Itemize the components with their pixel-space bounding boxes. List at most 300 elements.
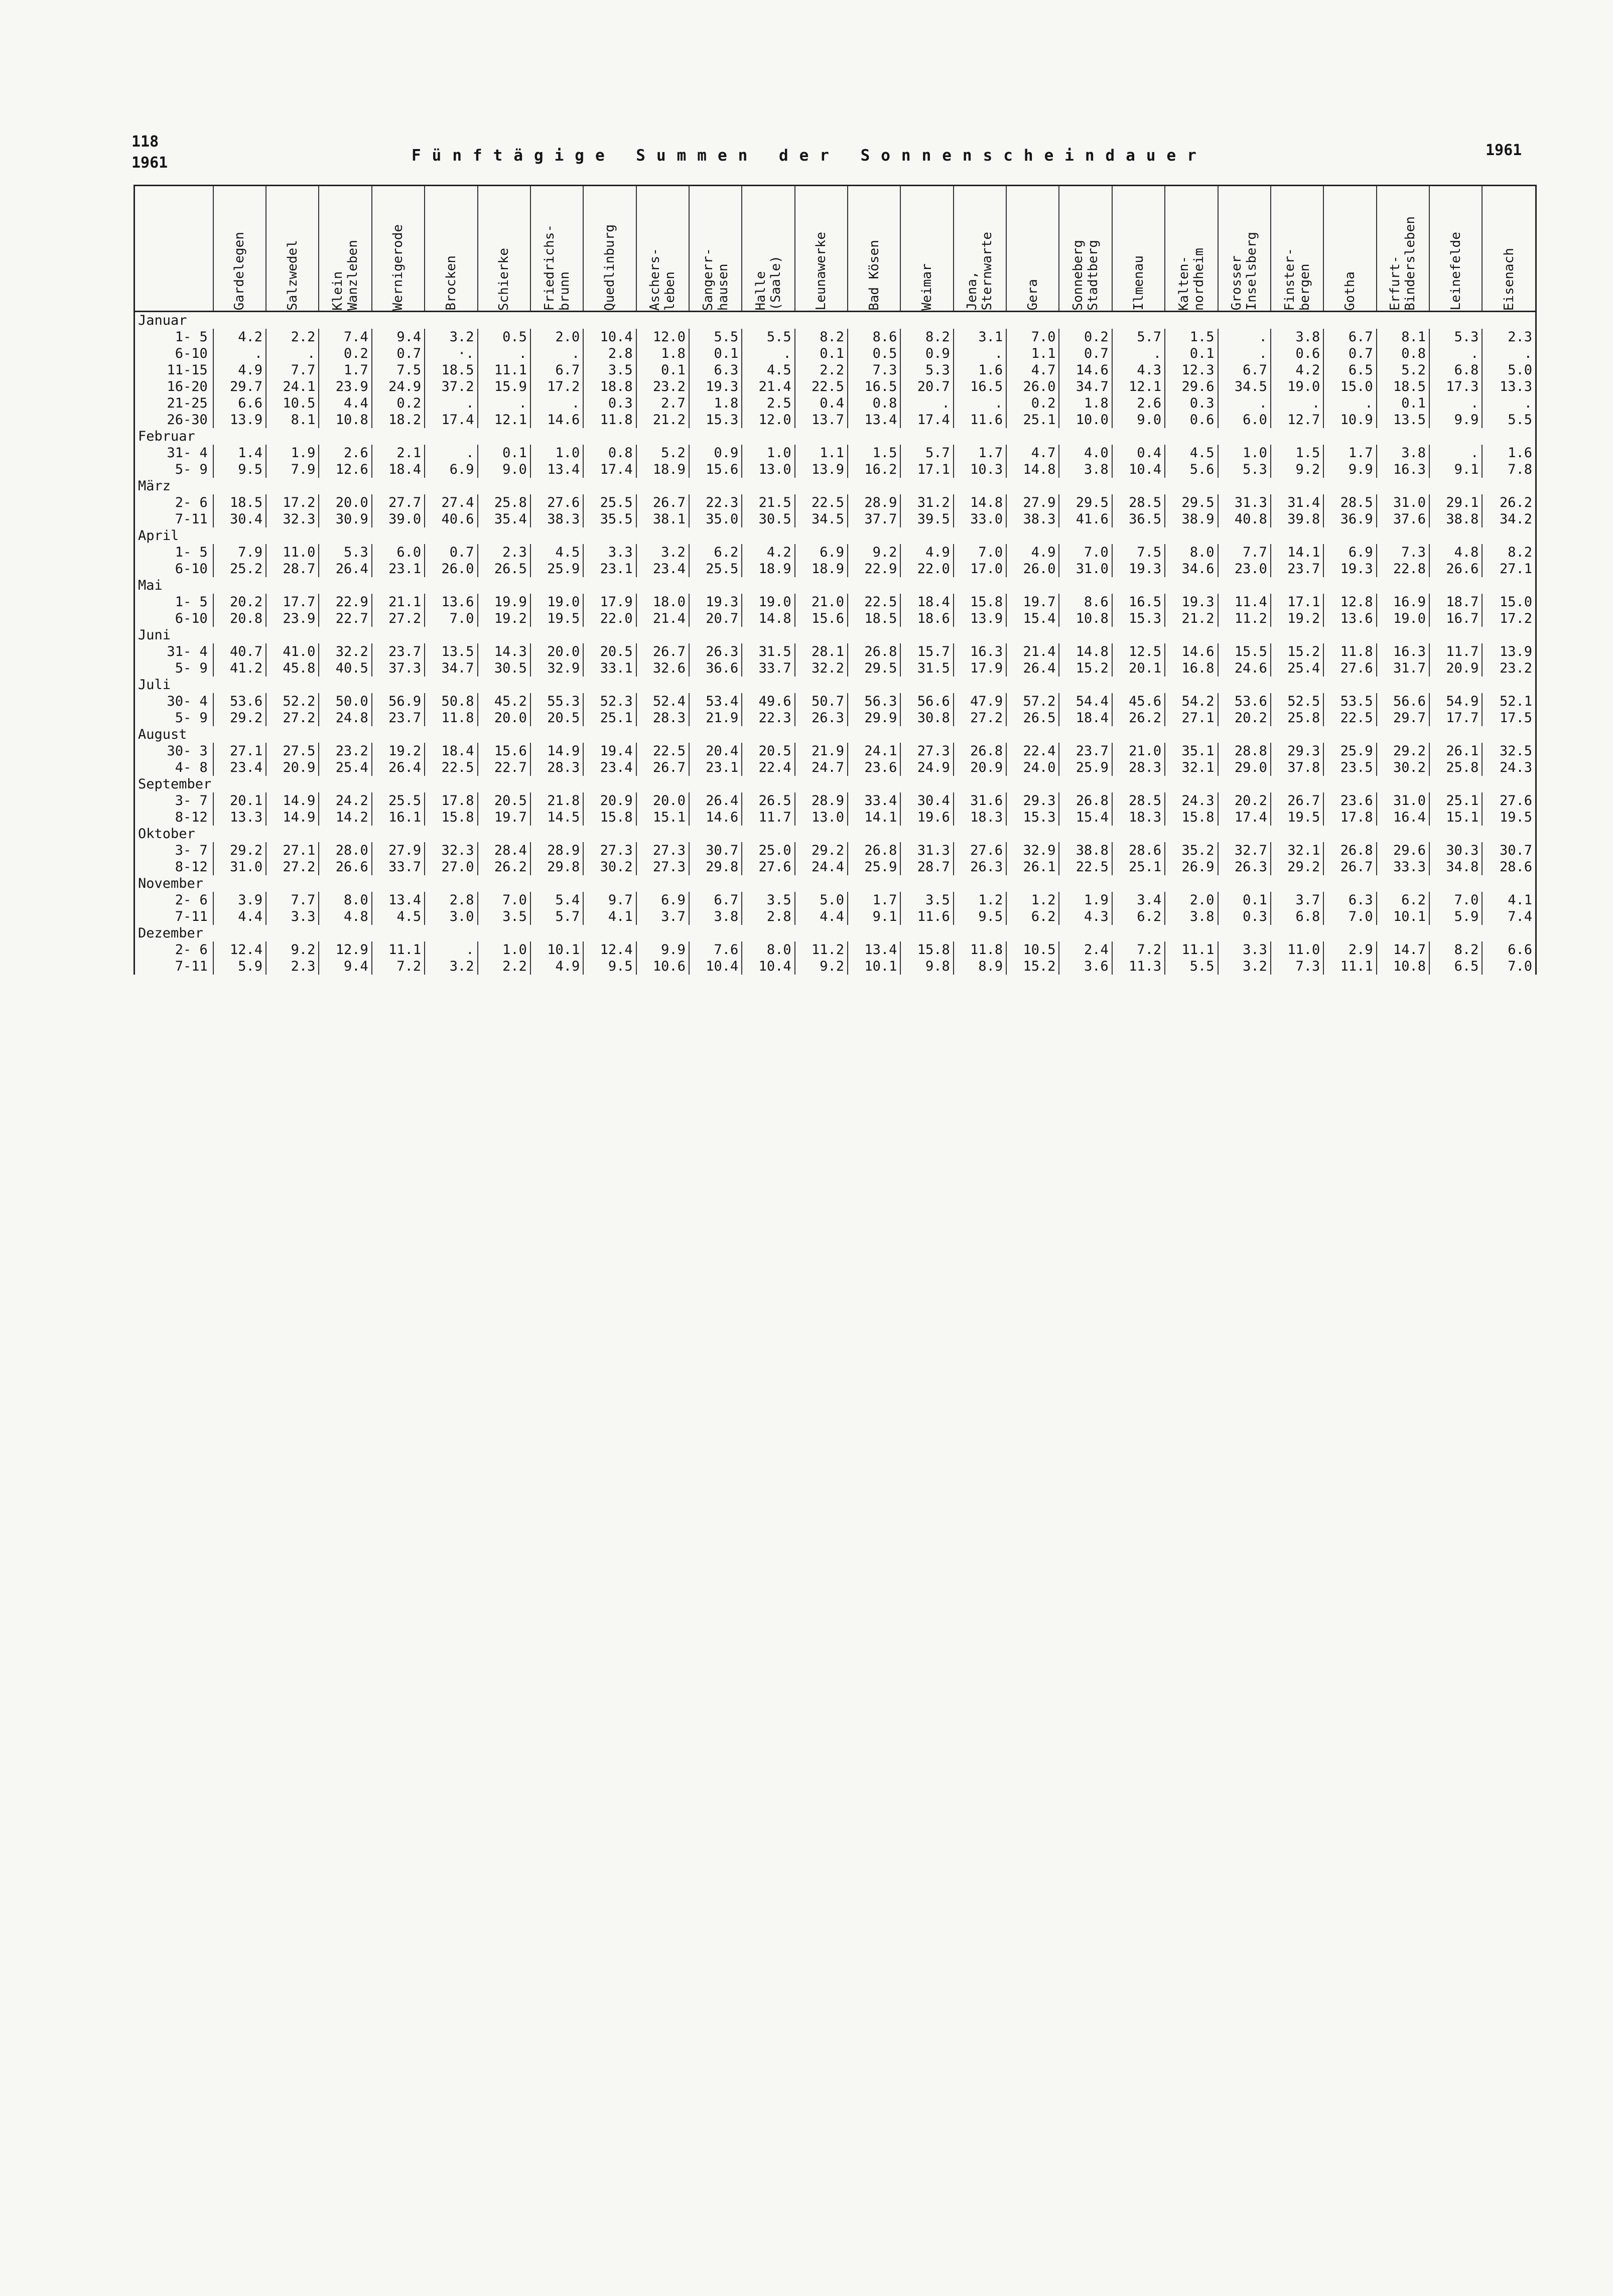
value-cell: . <box>478 395 530 412</box>
table-row <box>135 345 1535 362</box>
value-cell: 29.2 <box>1271 859 1323 875</box>
value-cell: 17.7 <box>266 594 319 610</box>
value-cell: 26.1 <box>1429 743 1482 759</box>
value-cell: 16.1 <box>372 809 425 826</box>
value-cell: 23.1 <box>583 561 636 577</box>
value-cell: 3.8 <box>1165 908 1218 925</box>
value-cell: 11.0 <box>266 544 319 561</box>
value-cell: 22.4 <box>742 759 794 776</box>
value-cell: 26.3 <box>795 710 848 726</box>
year-right: 1961 <box>1486 142 1522 159</box>
period-cell: 8-12 <box>175 859 208 875</box>
value-cell: 39.0 <box>372 511 425 527</box>
value-cell: . <box>1112 345 1165 362</box>
value-cell: 14.7 <box>1377 941 1429 958</box>
value-cell: 20.0 <box>636 792 689 809</box>
value-cell: 16.3 <box>954 643 1006 660</box>
value-cell: 49.6 <box>742 693 794 710</box>
value-cell: 31.3 <box>1218 494 1271 511</box>
station-name: Halle (Saale) <box>753 255 783 311</box>
value-cell: 10.1 <box>530 941 583 958</box>
period-cell: 7-11 <box>175 909 208 924</box>
value-cell: 23.5 <box>1323 759 1376 776</box>
value-cell: 30.5 <box>478 660 530 677</box>
value-cell: 23.7 <box>1059 743 1112 759</box>
value-cell: 2.8 <box>583 345 636 362</box>
value-cell: 4.8 <box>319 908 371 925</box>
value-cell: 10.3 <box>954 461 1006 478</box>
value-cell: 5.7 <box>900 445 953 461</box>
value-cell: 3.8 <box>1377 445 1429 461</box>
value-cell: 15.1 <box>1429 809 1482 826</box>
value-cell: 15.6 <box>689 461 742 478</box>
value-cell: 15.5 <box>1218 643 1271 660</box>
value-cell: 34.5 <box>1218 378 1271 395</box>
value-cell: 25.8 <box>1271 710 1323 726</box>
station-header <box>583 186 636 312</box>
value-cell: 18.5 <box>1377 378 1429 395</box>
value-cell: 7.0 <box>425 610 477 627</box>
value-cell: 3.5 <box>478 908 530 925</box>
value-cell: 4.2 <box>1271 362 1323 378</box>
value-cell: 0.9 <box>689 445 742 461</box>
value-cell: 36.9 <box>1323 511 1376 527</box>
value-cell: 14.1 <box>848 809 900 826</box>
value-cell: 0.9 <box>900 345 953 362</box>
value-cell: 23.0 <box>1218 561 1271 577</box>
station-header <box>1271 186 1323 312</box>
value-cell: 19.3 <box>1165 594 1218 610</box>
value-cell: 19.5 <box>1271 809 1323 826</box>
value-cell: 20.5 <box>530 710 583 726</box>
value-cell: 5.3 <box>1429 329 1482 345</box>
value-cell: 0.6 <box>1165 412 1218 428</box>
station-header <box>1006 186 1059 312</box>
value-cell: 24.0 <box>1006 759 1059 776</box>
value-cell: 26.2 <box>478 859 530 875</box>
value-cell: 15.4 <box>1059 809 1112 826</box>
value-cell: 2.6 <box>319 445 371 461</box>
value-cell: 23.1 <box>689 759 742 776</box>
value-cell: 11.3 <box>1112 958 1165 975</box>
value-cell: 56.3 <box>848 693 900 710</box>
value-cell: . <box>425 395 477 412</box>
value-cell: 25.1 <box>583 710 636 726</box>
station-header <box>530 186 583 312</box>
value-cell: 1.8 <box>636 345 689 362</box>
value-cell: 28.7 <box>266 561 319 577</box>
value-cell: 1.1 <box>1006 345 1059 362</box>
month-heading-row <box>135 627 1535 643</box>
value-cell: 3.5 <box>583 362 636 378</box>
value-cell: 28.7 <box>900 859 953 875</box>
value-cell: 7.5 <box>372 362 425 378</box>
value-cell: 6.9 <box>636 892 689 908</box>
table-row <box>135 693 1535 710</box>
period-cell: 2- 6 <box>175 892 208 908</box>
value-cell: 5.6 <box>1165 461 1218 478</box>
value-cell: 23.1 <box>372 561 425 577</box>
value-cell: 3.6 <box>1059 958 1112 975</box>
value-cell: 18.4 <box>425 743 477 759</box>
value-cell: 20.5 <box>478 792 530 809</box>
value-cell: 0.7 <box>372 345 425 362</box>
value-cell: 34.5 <box>795 511 848 527</box>
month-heading-row <box>135 527 1535 544</box>
table-row <box>135 759 1535 776</box>
value-cell: 27.1 <box>213 743 266 759</box>
value-cell: 0.2 <box>372 395 425 412</box>
value-cell: 36.5 <box>1112 511 1165 527</box>
station-name: Grosser Inselsberg <box>1229 232 1260 311</box>
value-cell: 11.1 <box>372 941 425 958</box>
value-cell: 32.5 <box>1482 743 1535 759</box>
value-cell: 13.4 <box>848 941 900 958</box>
value-cell: 30.4 <box>900 792 953 809</box>
value-cell: 27.6 <box>1323 660 1376 677</box>
value-cell: 1.8 <box>1059 395 1112 412</box>
page-number: 118 1961 <box>131 133 168 172</box>
period-cell: 8-12 <box>175 809 208 825</box>
value-cell: 2.7 <box>636 395 689 412</box>
value-cell: 20.9 <box>1429 660 1482 677</box>
station-name: Jena, Sternwarte <box>965 232 995 311</box>
value-cell: 23.2 <box>1482 660 1535 677</box>
value-cell: 19.6 <box>900 809 953 826</box>
value-cell: 4.5 <box>530 544 583 561</box>
value-cell: 1.8 <box>689 395 742 412</box>
value-cell: 0.6 <box>1271 345 1323 362</box>
value-cell: 19.2 <box>372 743 425 759</box>
value-cell: 14.6 <box>530 412 583 428</box>
value-cell: 7.3 <box>1377 544 1429 561</box>
value-cell: 11.2 <box>795 941 848 958</box>
value-cell: 21.8 <box>530 792 583 809</box>
value-cell: 24.9 <box>372 378 425 395</box>
value-cell: 6.6 <box>1482 941 1535 958</box>
value-cell: 17.1 <box>900 461 953 478</box>
value-cell: 5.3 <box>319 544 371 561</box>
value-cell: 26.5 <box>478 561 530 577</box>
station-header <box>478 186 530 312</box>
value-cell: 7.3 <box>848 362 900 378</box>
value-cell: 4.2 <box>742 544 794 561</box>
value-cell: 5.9 <box>1429 908 1482 925</box>
value-cell: 22.7 <box>319 610 371 627</box>
value-cell: 8.2 <box>795 329 848 345</box>
value-cell: 19.0 <box>742 594 794 610</box>
period-cell: 31- 4 <box>167 445 208 461</box>
value-cell: 2.6 <box>1112 395 1165 412</box>
value-cell: 6.8 <box>1429 362 1482 378</box>
value-cell: 7.0 <box>1059 544 1112 561</box>
value-cell: 24.3 <box>1482 759 1535 776</box>
value-cell: 3.8 <box>1059 461 1112 478</box>
value-cell: 11.6 <box>954 412 1006 428</box>
value-cell: 5.7 <box>1112 329 1165 345</box>
value-cell: 4.9 <box>213 362 266 378</box>
value-cell: 27.5 <box>266 743 319 759</box>
value-cell: 10.8 <box>319 412 371 428</box>
value-cell: 22.8 <box>1377 561 1429 577</box>
value-cell: 11.8 <box>954 941 1006 958</box>
value-cell: 3.3 <box>266 908 319 925</box>
station-header <box>954 186 1006 312</box>
value-cell: 25.4 <box>319 759 371 776</box>
value-cell: 24.1 <box>266 378 319 395</box>
value-cell: 29.5 <box>1059 494 1112 511</box>
month-heading: Januar <box>138 313 187 328</box>
value-cell: 27.3 <box>636 859 689 875</box>
value-cell: 20.0 <box>478 710 530 726</box>
value-cell: 8.1 <box>266 412 319 428</box>
value-cell: 13.9 <box>795 461 848 478</box>
value-cell: 11.6 <box>900 908 953 925</box>
value-cell: 7.7 <box>266 362 319 378</box>
value-cell: 11.8 <box>583 412 636 428</box>
value-cell: 12.3 <box>1165 362 1218 378</box>
value-cell: 18.5 <box>848 610 900 627</box>
value-cell: 5.3 <box>1218 461 1271 478</box>
value-cell: 12.0 <box>742 412 794 428</box>
period-cell: 7-11 <box>175 959 208 974</box>
period-cell: 7-11 <box>175 511 208 527</box>
value-cell: 32.9 <box>530 660 583 677</box>
value-cell: 4.7 <box>1006 362 1059 378</box>
value-cell: 5.5 <box>1482 412 1535 428</box>
value-cell: 19.2 <box>478 610 530 627</box>
value-cell: 16.3 <box>1377 461 1429 478</box>
station-name: Gotha <box>1342 271 1358 311</box>
value-cell: 17.2 <box>530 378 583 395</box>
value-cell: 21.9 <box>795 743 848 759</box>
value-cell: 22.7 <box>478 759 530 776</box>
value-cell: 0.4 <box>795 395 848 412</box>
value-cell: 8.1 <box>1377 329 1429 345</box>
value-cell: 22.0 <box>583 610 636 627</box>
value-cell: 8.0 <box>742 941 794 958</box>
value-cell: 54.9 <box>1429 693 1482 710</box>
value-cell: 50.7 <box>795 693 848 710</box>
value-cell: 6.9 <box>1323 544 1376 561</box>
value-cell: 17.8 <box>425 792 477 809</box>
value-cell: 57.2 <box>1006 693 1059 710</box>
value-cell: 32.3 <box>266 511 319 527</box>
value-cell: 52.5 <box>1271 693 1323 710</box>
station-name: Aschers- leben <box>647 247 678 311</box>
value-cell: 35.2 <box>1165 842 1218 859</box>
value-cell: 15.3 <box>1112 610 1165 627</box>
value-cell: 14.1 <box>1271 544 1323 561</box>
value-cell: 56.6 <box>900 693 953 710</box>
value-cell: 0.5 <box>478 329 530 345</box>
value-cell: 30.4 <box>213 511 266 527</box>
value-cell: . <box>1482 395 1535 412</box>
value-cell: 21.4 <box>1006 643 1059 660</box>
value-cell: 15.2 <box>1006 958 1059 975</box>
value-cell: 28.4 <box>478 842 530 859</box>
value-cell: 25.5 <box>583 494 636 511</box>
value-cell: 31.0 <box>1377 494 1429 511</box>
value-cell: 0.3 <box>1165 395 1218 412</box>
value-cell: 13.7 <box>795 412 848 428</box>
value-cell: 25.0 <box>742 842 794 859</box>
value-cell: 6.7 <box>689 892 742 908</box>
value-cell: 37.6 <box>1377 511 1429 527</box>
value-cell: 0.7 <box>425 544 477 561</box>
value-cell: 1.5 <box>1271 445 1323 461</box>
table-body <box>135 312 1535 975</box>
value-cell: 15.1 <box>636 809 689 826</box>
value-cell: 7.3 <box>1271 958 1323 975</box>
value-cell: 40.8 <box>1218 511 1271 527</box>
value-cell: 2.2 <box>795 362 848 378</box>
value-cell: 25.4 <box>1271 660 1323 677</box>
value-cell: 13.5 <box>1377 412 1429 428</box>
table-row <box>135 395 1535 412</box>
value-cell: 2.2 <box>266 329 319 345</box>
value-cell: 31.3 <box>900 842 953 859</box>
value-cell: 25.9 <box>848 859 900 875</box>
value-cell: 28.9 <box>848 494 900 511</box>
value-cell: 9.2 <box>795 958 848 975</box>
value-cell: 4.9 <box>530 958 583 975</box>
value-cell: 24.9 <box>900 759 953 776</box>
value-cell: 10.5 <box>1006 941 1059 958</box>
value-cell: 26.4 <box>372 759 425 776</box>
table-row <box>135 710 1535 726</box>
value-cell: . <box>1218 395 1271 412</box>
period-cell: 11-15 <box>167 362 208 378</box>
value-cell: 18.5 <box>425 362 477 378</box>
value-cell: 30.3 <box>1429 842 1482 859</box>
value-cell: 9.5 <box>213 461 266 478</box>
value-cell: 13.6 <box>1323 610 1376 627</box>
month-heading-row <box>135 826 1535 842</box>
value-cell: 19.2 <box>1271 610 1323 627</box>
value-cell: 18.7 <box>1429 594 1482 610</box>
period-cell: 5- 9 <box>175 462 208 477</box>
value-cell: 28.6 <box>1482 859 1535 875</box>
value-cell: 22.5 <box>636 743 689 759</box>
value-cell: 6.7 <box>530 362 583 378</box>
value-cell: 33.3 <box>1377 859 1429 875</box>
value-cell: 31.5 <box>742 643 794 660</box>
table-row <box>135 809 1535 826</box>
value-cell: 13.9 <box>1482 643 1535 660</box>
value-cell: 10.5 <box>266 395 319 412</box>
value-cell: 18.2 <box>372 412 425 428</box>
value-cell: 7.7 <box>266 892 319 908</box>
value-cell: 11.0 <box>1271 941 1323 958</box>
value-cell: 20.8 <box>213 610 266 627</box>
value-cell: 27.1 <box>1482 561 1535 577</box>
value-cell: 0.7 <box>1059 345 1112 362</box>
value-cell: 1.7 <box>1323 445 1376 461</box>
value-cell: 6.9 <box>425 461 477 478</box>
value-cell: 10.4 <box>689 958 742 975</box>
value-cell: 27.3 <box>583 842 636 859</box>
value-cell: . <box>900 395 953 412</box>
value-cell: 27.2 <box>372 610 425 627</box>
value-cell: 31.5 <box>900 660 953 677</box>
value-cell: 1.7 <box>319 362 371 378</box>
value-cell: 13.3 <box>1482 378 1535 395</box>
value-cell: 10.6 <box>636 958 689 975</box>
value-cell: 21.2 <box>1165 610 1218 627</box>
value-cell: 2.8 <box>742 908 794 925</box>
value-cell: 53.4 <box>689 693 742 710</box>
sunshine-table <box>133 185 1537 975</box>
value-cell: 18.8 <box>583 378 636 395</box>
value-cell: 5.5 <box>689 329 742 345</box>
month-heading-row <box>135 312 1535 329</box>
value-cell: 23.9 <box>319 378 371 395</box>
value-cell: 34.8 <box>1429 859 1482 875</box>
value-cell: 3.8 <box>1271 329 1323 345</box>
value-cell: 39.5 <box>900 511 953 527</box>
value-cell: 5.0 <box>795 892 848 908</box>
station-header <box>795 186 848 312</box>
value-cell: 31.0 <box>1059 561 1112 577</box>
value-cell: 20.2 <box>213 594 266 610</box>
value-cell: 6.3 <box>1323 892 1376 908</box>
value-cell: 50.0 <box>319 693 371 710</box>
value-cell: 35.5 <box>583 511 636 527</box>
value-cell: 8.6 <box>1059 594 1112 610</box>
value-cell: 11.8 <box>425 710 477 726</box>
value-cell: 6.8 <box>1271 908 1323 925</box>
value-cell: 9.9 <box>1429 412 1482 428</box>
value-cell: 22.4 <box>1006 743 1059 759</box>
value-cell: 23.2 <box>319 743 371 759</box>
value-cell: 9.2 <box>1271 461 1323 478</box>
value-cell: 1.1 <box>795 445 848 461</box>
value-cell: 1.5 <box>1165 329 1218 345</box>
value-cell: 1.0 <box>530 445 583 461</box>
month-heading: Juli <box>138 677 171 693</box>
value-cell: 35.1 <box>1165 743 1218 759</box>
value-cell: 4.7 <box>1006 445 1059 461</box>
value-cell: 15.3 <box>689 412 742 428</box>
value-cell: 24.2 <box>319 792 371 809</box>
value-cell: 28.9 <box>530 842 583 859</box>
value-cell: 34.6 <box>1165 561 1218 577</box>
value-cell: 17.0 <box>954 561 1006 577</box>
value-cell: 26.3 <box>954 859 1006 875</box>
value-cell: 20.9 <box>583 792 636 809</box>
value-cell: 15.3 <box>1006 809 1059 826</box>
value-cell: 19.3 <box>1323 561 1376 577</box>
value-cell: 9.5 <box>583 958 636 975</box>
value-cell: 26.8 <box>848 842 900 859</box>
value-cell: 1.2 <box>954 892 1006 908</box>
value-cell: 23.6 <box>1323 792 1376 809</box>
table-row <box>135 892 1535 908</box>
value-cell: 26.0 <box>1006 561 1059 577</box>
value-cell: 10.9 <box>1323 412 1376 428</box>
value-cell: 32.6 <box>636 660 689 677</box>
station-header <box>1059 186 1112 312</box>
station-header-row <box>135 186 1535 312</box>
station-header <box>1429 186 1482 312</box>
value-cell: 28.8 <box>1218 743 1271 759</box>
value-cell: 13.3 <box>213 809 266 826</box>
value-cell: 11.1 <box>478 362 530 378</box>
value-cell: . <box>1429 445 1482 461</box>
value-cell: 3.2 <box>425 329 477 345</box>
value-cell: 32.2 <box>319 643 371 660</box>
